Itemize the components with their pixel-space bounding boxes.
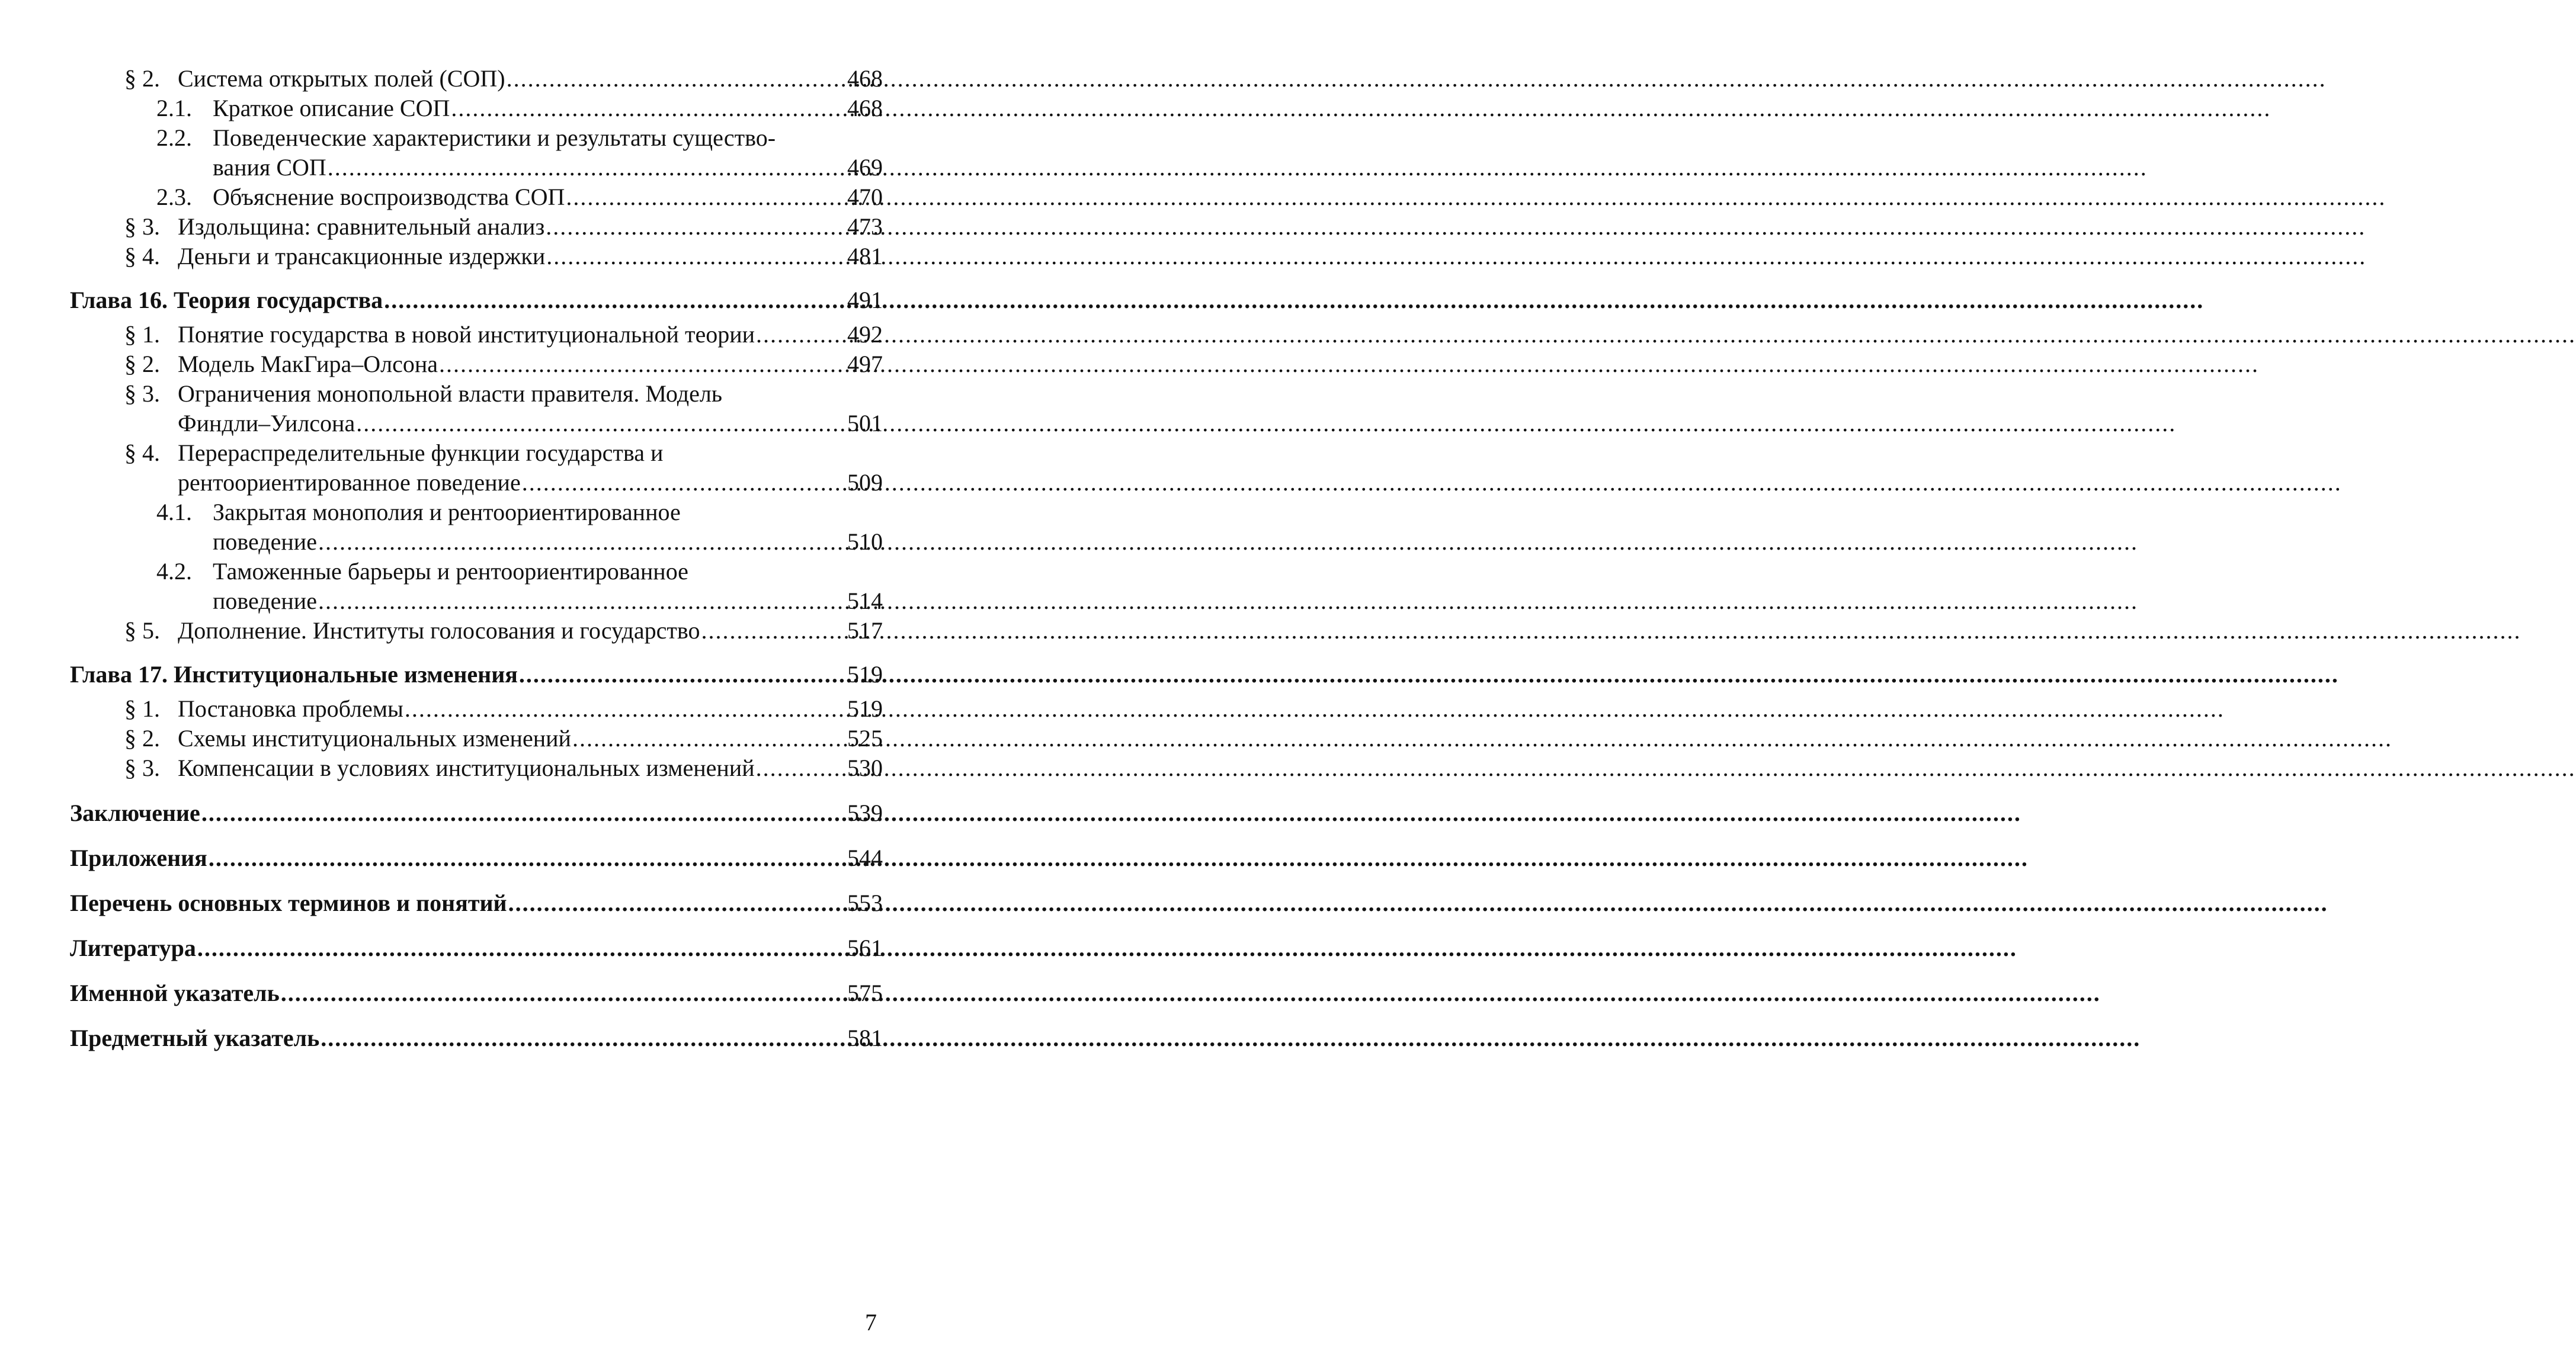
toc-entry-section — [70, 64, 883, 94]
page-number: 7 — [865, 1309, 877, 1336]
toc-entry-title-line2: вания СОП — [213, 154, 326, 181]
toc-entry-number: § 5. — [124, 617, 160, 644]
toc-entry-page: 468 — [847, 65, 883, 92]
toc-entry-backmatter — [70, 933, 883, 963]
toc-leader-dots — [546, 242, 846, 271]
toc-entry-number: § 2. — [124, 725, 160, 752]
toc-leader-dots — [318, 527, 846, 557]
toc-leader-dots — [756, 753, 846, 783]
toc-leader-dots — [507, 64, 846, 94]
toc-entry-title: Предметный указатель — [70, 1025, 320, 1051]
toc-entry-number: § 1. — [124, 321, 160, 348]
toc-entry-chapter — [70, 660, 883, 689]
toc-entry-number: § 2. — [124, 351, 160, 377]
toc-entry-title-line2: поведение — [213, 588, 317, 614]
toc-entry-section — [70, 438, 883, 498]
toc-entry-number: § 3. — [124, 213, 160, 240]
toc-entry-page: 544 — [847, 845, 883, 871]
toc-entry-title-line1: Таможенные барьеры и рентоориентированное — [213, 558, 688, 585]
toc-entry-title: Деньги и трансакционные издержки — [178, 243, 546, 269]
toc-leader-dots — [209, 843, 846, 873]
toc-entry-number: § 1. — [124, 695, 160, 722]
table-of-contents — [70, 64, 883, 1053]
toc-entry-backmatter — [70, 1023, 883, 1053]
toc-leader-dots — [519, 660, 846, 689]
toc-leader-dots — [321, 1023, 846, 1053]
toc-entry-section — [70, 379, 883, 438]
toc-leader-dots — [281, 978, 846, 1008]
toc-entry-title: Постановка проблемы — [178, 695, 403, 722]
toc-entry-title-line1: Перераспределительные функции государства и — [178, 439, 664, 466]
toc-entry-section — [70, 320, 883, 349]
toc-entry-title: Объяснение воспроизводства СОП — [213, 184, 565, 210]
toc-entry-subsection — [70, 94, 883, 123]
toc-entry-section — [70, 242, 883, 271]
toc-entry-section — [70, 724, 883, 753]
toc-entry-title-line1: Поведенческие характеристики и результаты существо- — [213, 124, 776, 151]
toc-entry-title: Дополнение. Институты голосования и государство — [178, 617, 700, 644]
toc-entry-subsection — [70, 498, 883, 557]
toc-entry-number: § 3. — [124, 380, 160, 407]
toc-entry-backmatter — [70, 978, 883, 1008]
toc-entry-number: § 2. — [124, 65, 160, 92]
toc-entry-title: Издольщина: сравнительный анализ — [178, 213, 545, 240]
toc-entry-title-line1: Ограничения монопольной власти правителя. Модель — [178, 380, 723, 407]
toc-entry-number: 2.3. — [156, 184, 192, 210]
toc-entry-section — [70, 694, 883, 724]
toc-entry-number: § 4. — [124, 439, 160, 466]
toc-entry-page: 525 — [847, 725, 883, 752]
toc-leader-dots — [546, 212, 846, 242]
toc-entry-page: 510 — [847, 528, 883, 555]
toc-entry-title: Перечень основных терминов и понятий — [70, 890, 507, 916]
toc-entry-title: Именной указатель — [70, 980, 280, 1006]
toc-leader-dots — [701, 616, 846, 646]
toc-entry-subsection — [70, 123, 883, 182]
toc-entry-page: 561 — [847, 935, 883, 961]
toc-entry-title: Схемы институциональных изменений — [178, 725, 571, 752]
toc-entry-section — [70, 349, 883, 379]
toc-entry-title: Понятие государства в новой институциональной теории — [178, 321, 755, 348]
toc-entry-page: 468 — [847, 95, 883, 121]
toc-leader-dots — [328, 153, 846, 182]
toc-entry-title-line2: Финдли–Уилсона — [178, 410, 355, 437]
toc-entry-section — [70, 212, 883, 242]
toc-entry-title: Глава 16. Теория государства — [70, 287, 383, 313]
toc-entry-page: 509 — [847, 469, 883, 496]
toc-entry-page: 530 — [847, 755, 883, 781]
toc-entry-backmatter — [70, 798, 883, 828]
toc-entry-page: 492 — [847, 321, 883, 348]
toc-entry-title-line2: рентоориентированное поведение — [178, 469, 521, 496]
toc-entry-title: Глава 17. Институциональные изменения — [70, 661, 518, 688]
toc-entry-number: 2.2. — [156, 124, 192, 151]
toc-entry-title: Краткое описание СОП — [213, 95, 450, 121]
toc-leader-dots — [405, 694, 846, 724]
toc-entry-section — [70, 753, 883, 783]
toc-leader-dots — [451, 94, 846, 123]
toc-entry-page: 473 — [847, 213, 883, 240]
toc-entry-page: 517 — [847, 617, 883, 644]
toc-entry-page: 575 — [847, 980, 883, 1006]
toc-entry-page: 514 — [847, 588, 883, 614]
toc-entry-number: § 4. — [124, 243, 160, 269]
toc-entry-page: 519 — [847, 695, 883, 722]
toc-entry-chapter — [70, 285, 883, 315]
toc-entry-title-line1: Закрытая монополия и рентоориентированное — [213, 499, 681, 525]
toc-entry-title: Система открытых полей (СОП) — [178, 65, 505, 92]
toc-leader-dots — [201, 798, 846, 828]
toc-leader-dots — [572, 724, 846, 753]
toc-entry-title: Приложения — [70, 845, 207, 871]
toc-entry-number: 4.1. — [156, 499, 192, 525]
toc-entry-page: 481 — [847, 243, 883, 269]
toc-leader-dots — [756, 320, 846, 349]
toc-entry-title: Компенсации в условиях институциональных изменений — [178, 755, 755, 781]
toc-entry-number: 2.1. — [156, 95, 192, 121]
toc-entry-page: 553 — [847, 890, 883, 916]
toc-entry-title: Литература — [70, 935, 196, 961]
toc-entry-title: Заключение — [70, 800, 200, 826]
toc-entry-page: 501 — [847, 410, 883, 437]
toc-entry-page: 470 — [847, 184, 883, 210]
toc-entry-number: § 3. — [124, 755, 160, 781]
toc-leader-dots — [522, 468, 846, 498]
toc-entry-section — [70, 616, 883, 646]
toc-entry-title: Модель МакГира–Олсона — [178, 351, 438, 377]
toc-entry-backmatter — [70, 843, 883, 873]
toc-entry-page: 581 — [847, 1025, 883, 1051]
toc-leader-dots — [384, 285, 846, 315]
toc-leader-dots — [439, 349, 846, 379]
toc-entry-backmatter — [70, 888, 883, 918]
toc-leader-dots — [197, 933, 846, 963]
toc-entry-page: 539 — [847, 800, 883, 826]
toc-entry-page: 491 — [847, 287, 883, 313]
toc-entry-number: 4.2. — [156, 558, 192, 585]
toc-entry-page: 469 — [847, 154, 883, 181]
toc-leader-dots — [508, 888, 846, 918]
toc-entry-page: 497 — [847, 351, 883, 377]
document-page — [0, 0, 959, 1367]
toc-leader-dots — [566, 182, 846, 212]
toc-leader-dots — [318, 586, 846, 616]
toc-entry-page: 519 — [847, 661, 883, 688]
toc-entry-title-line2: поведение — [213, 528, 317, 555]
toc-entry-subsection — [70, 182, 883, 212]
toc-entry-subsection — [70, 557, 883, 616]
toc-leader-dots — [356, 409, 846, 438]
